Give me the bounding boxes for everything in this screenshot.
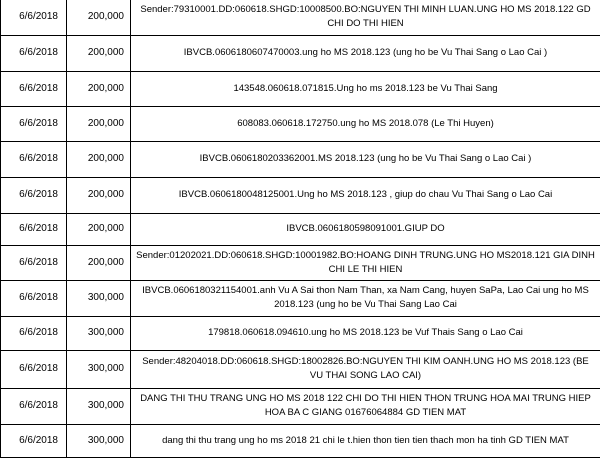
table-row	[1, 0, 600, 35]
date-cell: 6/6/2018	[1, 141, 67, 177]
description-cell: IBVCB.0606180598091001.GIUP DO	[131, 213, 600, 245]
amount-cell: 300,000	[67, 280, 131, 316]
date-cell: 6/6/2018	[1, 280, 67, 316]
amount-cell: 200,000	[67, 213, 131, 245]
description-cell: dang thi thu trang ung ho ms 2018 21 chi le t.hien thon tien tien thach mon ha tinh GD TIEN MAT	[131, 424, 600, 457]
table-row	[1, 106, 600, 141]
date-cell: 6/6/2018	[1, 177, 67, 213]
table-row	[1, 316, 600, 350]
date-cell: 6/6/2018	[1, 0, 67, 35]
description-cell: DANG THI THU TRANG UNG HO MS 2018 122 CHI DO THI HIEN THON TRUNG HOA MAI TRUNG HIEP HOA BA C GIANG 01676064884 GD TIEN MAT	[131, 388, 600, 424]
amount-cell: 200,000	[67, 106, 131, 141]
date-cell: 6/6/2018	[1, 213, 67, 245]
date-cell: 6/6/2018	[1, 350, 67, 388]
date-cell: 6/6/2018	[1, 106, 67, 141]
description-cell: Sender:79310001.DD:060618.SHGD:10008500.BO:NGUYEN THI MINH LUAN.UNG HO MS 2018.122 GD CHI DO THI HIEN	[131, 0, 600, 35]
table-row	[1, 177, 600, 213]
description-cell: IBVCB.0606180203362001.MS 2018.123 (ung ho be Vu Thai Sang o Lao Cai )	[131, 141, 600, 177]
description-cell: IBVCB.0606180321154001.anh Vu A Sai thon Nam Than, xa Nam Cang, huyen SaPa, Lao Cai ung ho MS 2018.123 (ung ho be Vu Thai Sang Lao Cai	[131, 280, 600, 316]
date-cell: 6/6/2018	[1, 71, 67, 106]
amount-cell: 200,000	[67, 245, 131, 280]
table-row	[1, 388, 600, 424]
date-cell: 6/6/2018	[1, 316, 67, 350]
table-row	[1, 280, 600, 316]
date-cell: 6/6/2018	[1, 245, 67, 280]
amount-cell: 200,000	[67, 177, 131, 213]
table-row	[1, 71, 600, 106]
amount-cell: 200,000	[67, 0, 131, 35]
description-cell: IBVCB.0606180607470003.ung ho MS 2018.123 (ung ho be Vu Thai Sang o Lao Cai )	[131, 35, 600, 71]
description-cell: Sender:01202021.DD:060618.SHGD:10001982.BO:HOANG DINH TRUNG.UNG HO MS2018.121 GIA DINH CHI LE THI HIEN	[131, 245, 600, 280]
description-cell: 179818.060618.094610.ung ho MS 2018.123 be Vuf Thais Sang o Lao Cai	[131, 316, 600, 350]
table-row	[1, 35, 600, 71]
table-row	[1, 213, 600, 245]
amount-cell: 300,000	[67, 316, 131, 350]
date-cell: 6/6/2018	[1, 35, 67, 71]
amount-cell: 200,000	[67, 35, 131, 71]
amount-cell: 300,000	[67, 350, 131, 388]
table-row	[1, 245, 600, 280]
date-cell: 6/6/2018	[1, 388, 67, 424]
amount-cell: 300,000	[67, 388, 131, 424]
description-cell: Sender:48204018.DD:060618.SHGD:18002826.BO:NGUYEN THI KIM OANH.UNG HO MS 2018.123 (BE VU THAI SONG LAO CAI)	[131, 350, 600, 388]
table-row	[1, 424, 600, 457]
description-cell: 608083.060618.172750.ung ho MS 2018.078 (Le Thi Huyen)	[131, 106, 600, 141]
description-cell: IBVCB.0606180048125001.Ung ho MS 2018.123 , giup do chau Vu Thai Sang o Lao Cai	[131, 177, 600, 213]
description-cell: 143548.060618.071815.Ung ho ms 2018.123 be Vu Thai Sang	[131, 71, 600, 106]
table-row	[1, 350, 600, 388]
amount-cell: 200,000	[67, 71, 131, 106]
date-cell: 6/6/2018	[1, 424, 67, 457]
table-row	[1, 141, 600, 177]
amount-cell: 200,000	[67, 141, 131, 177]
amount-cell: 300,000	[67, 424, 131, 457]
